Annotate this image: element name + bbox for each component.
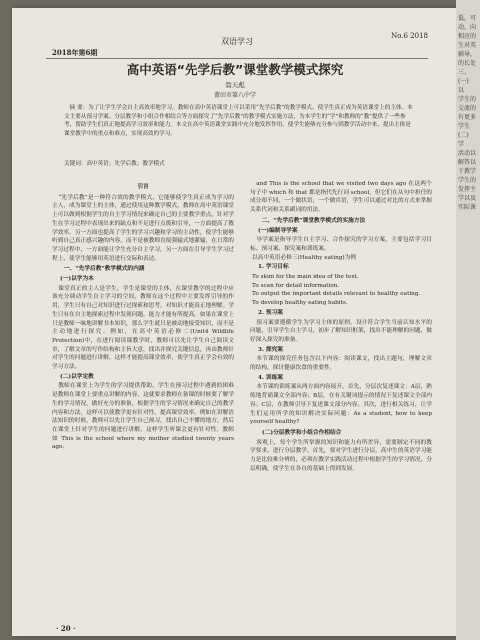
paragraph: “先学后教”是一种符合效的教学模式，它能够使学生真正成为学习的主人，成为课堂上的主体，通过使用这种教学模式，教师在高中英语课堂上可以做到根据学生的自主学习情况来确定自己的主要教学重点，针对学生在学习过程中表现出来的缺点和不足进行点拨和引导，一方面提高了教学效率，另一方面也提高了学生的学习兴趣和学习的主动性，使学生能够听到自己真正感兴趣的内容，而不是被教师直接强输式地灌输，在日常的学习过程中，一方面能让学生充分自主学习，另一方面在引导学生学习过程上、使学生能够用英语进行交际和表达。 xyxy=(52,194,234,262)
text-line: 以高中英语必修三(Healthy eating)为例 xyxy=(252,254,356,261)
paragraph: 本节课的探究任务包含以下内容：阅读课文，找出主题句，理解文章的结构，探讨健康饮食的重要性。 xyxy=(250,356,432,372)
issue-left: 2018年第6期 xyxy=(52,48,98,57)
adjacent-page-fragment: 活动以 xyxy=(458,150,477,157)
paragraph: 客观上，每个学生所掌握的知识和能力有所差异，需要制定不同的教学要求，进行分层教学。首先，要对学生进行分层，高中生的英语学习能力是比较难分辨的，必须在教学实践活动过程中根据学生的学习情况，分层明确，使学生在各自的基础上得到发展。 xyxy=(250,439,432,472)
article-title: 高中英语“先学后教”课堂教学模式探究 xyxy=(126,62,344,77)
section-heading: 2. 预习案 xyxy=(258,309,283,316)
section-heading: 二、“先学后教”课堂教学模式的实施方法 xyxy=(262,217,366,224)
adjacent-page-fragment: (二) xyxy=(458,132,469,139)
author: 翁天彪 xyxy=(225,81,245,89)
adjacent-page-fragment: 实际课 xyxy=(458,204,477,211)
adjacent-page-fragment: 交流的 xyxy=(458,105,477,112)
adjacent-page-fragment: 学生的 xyxy=(458,177,477,184)
paragraph: 教师在课堂上为学生的学习提供帮助，学生在预习过程中遇到的困难是教师在课堂上要重点讲解的内容，这就要求教师在备课的时候要了解学生的学习情况，做好充分的准备，根据学生的学习情况来确定自己的教学内容和方法，这样可以使教学更有针对性，提高课堂效率。例如在讲解语法知识的时候，教师可以先让学生自己预习，找出自己不懂的地方，然后在课堂上针对学生的问题进行讲解，这样学生听课会更有针对性。教师 如 This is the school where my mother studied twenty years ago. xyxy=(52,383,234,451)
adjacent-page-fragment: 学以及 xyxy=(458,195,477,202)
section-heading: 4. 训练案 xyxy=(258,374,283,381)
adjacent-page-fragment: (一) xyxy=(458,78,469,85)
text-line: To scan for detail information. xyxy=(252,282,340,289)
text-line: To output the important details relevant to healthy eating. xyxy=(252,291,421,298)
section-heading: 3. 探究案 xyxy=(258,346,283,353)
adjacent-page-fragment: 动，向 xyxy=(458,24,477,31)
adjacent-page-fragment: 解答以 xyxy=(458,159,477,166)
journal-name: 双语学习 xyxy=(221,37,253,46)
section-heading: 一、“先学后教”教学模式的内涵 xyxy=(64,266,145,273)
text-line: To skim for the main idea of the text. xyxy=(252,274,359,281)
adjacent-page-fragment: 辅导， xyxy=(458,51,477,58)
adjacent-page-fragment: 学 xyxy=(458,141,465,148)
adjacent-page-fragment: 以 xyxy=(458,87,465,94)
paragraph: and This is the school that we visited two days ago 在这两个句子中 which 和 that 都是指代先行词 school，但它们在从句中担任的成分却不同，一个做状语，一个做宾语，学生可以通过对比的方式来掌握关系代词和关系副词的用法。 xyxy=(250,181,432,214)
running-header xyxy=(46,30,428,59)
affiliation: 莆田市第八中学 xyxy=(213,92,256,99)
left-column xyxy=(52,180,234,452)
adjacent-page-fragment: 三、 xyxy=(458,69,471,76)
paragraph: 课堂真正的主人是学生，学生是课堂的主体，在课堂教学的过程中应该充分调动学生自主学习的空间，教师在这个过程中主要发挥引导的作用，学生只有自己对知识进行过探索和思考，对知识才能真正地理解。学生只有在自主地探索过程中发现问题，能力才能有所提高。如果在课堂上只是教师一味地讲解书本知识，那么学生就只是被动地接受知识，而不是主动地进行探究。例如，在高中英语必修二(Unit4 Wildlife Protection)中，在进行阅读课教学时，教师可以先让学生自己阅读文章，了解文章的写作结构和主旨大意，找出并探究关键信息，再由教师针对学生的问题进行讲解，这样才能提高课堂效率，使学生真正学会有效的学习方法。 xyxy=(52,285,234,371)
adjacent-page-fragment: 有更多 xyxy=(458,114,477,121)
journal-page xyxy=(12,8,464,636)
section-heading: (二)分层教学和小组合作相结合 xyxy=(262,429,342,436)
text-line: To develop healthy eating habits. xyxy=(252,300,348,307)
adjacent-page-fragment: 学生 xyxy=(458,123,471,130)
adjacent-page-fragment: 相应的 xyxy=(458,33,477,40)
adjacent-page-edge xyxy=(456,0,480,640)
adjacent-page-fragment: 低，可 xyxy=(458,15,477,22)
section-heading: 引言 xyxy=(137,184,149,190)
page-number: · 20 · xyxy=(56,624,76,633)
adjacent-page-fragment: 学生的 xyxy=(458,96,477,103)
abstract: 摘 要：为了让学生学会自主高效率地学习，教师在高中英语课堂上可以采用“先学后教”的教学模式，使学生真正成为英语课堂上的主体。本文主要从预习学案、分层教学和小组合作相结合等方面探究了“先学后教”的教学模式实施方法，为本学生的“学”和教师的“教”提供了一些参考，帮助学生们真正地提高学习效率和能力。本文在高中英语课堂实践中充分地发挥作用。使学生能够充分参与到教学活动中来，提出主体是课堂教学中的重点和难点，实现高效的学习。 xyxy=(64,105,413,137)
adjacent-page-fragment: 发挥主 xyxy=(458,186,477,193)
right-column xyxy=(250,180,432,474)
section-heading: (一)编制导学案 xyxy=(258,227,298,234)
section-heading: (一)以学为本 xyxy=(60,276,94,283)
adjacent-page-fragment: 的长处 xyxy=(458,60,477,67)
adjacent-page-fragment: 于教学 xyxy=(458,168,477,175)
paragraph: 预习案要遵循学生为学习主体的原则，设计符合学生当前认知水平的问题，引导学生自主学习，初步了解知识框架，找出不能理解的问题，做好深入探究的准备。 xyxy=(250,319,432,343)
keywords: 关键词：高中英语；先学后教；教学模式 xyxy=(64,161,165,167)
section-heading: (二)以学定教 xyxy=(60,373,94,380)
paragraph: 导学案是指导学生自主学习、合作探究的学习方案，主要包括学习目标、预习案、探究案和训练案。 xyxy=(250,237,432,252)
adjacent-page-fragment: 生对英 xyxy=(458,42,477,49)
section-heading: 1. 学习目标 xyxy=(258,264,289,271)
issue-right: No.6 2018 xyxy=(391,32,428,40)
paragraph: 本节课的训练案从两方面内容展开，首先，分层次复述课文：A层，熟练地背诵课文全部内容；B层，在有关键词提示的情况下复述课文全部内容；C层，在教师引导下复述课文部分内容。其次，进行相关练习，让学生们运用所学的知识解决实际问题：As a student, how to keep yourself healthy? xyxy=(250,384,432,426)
